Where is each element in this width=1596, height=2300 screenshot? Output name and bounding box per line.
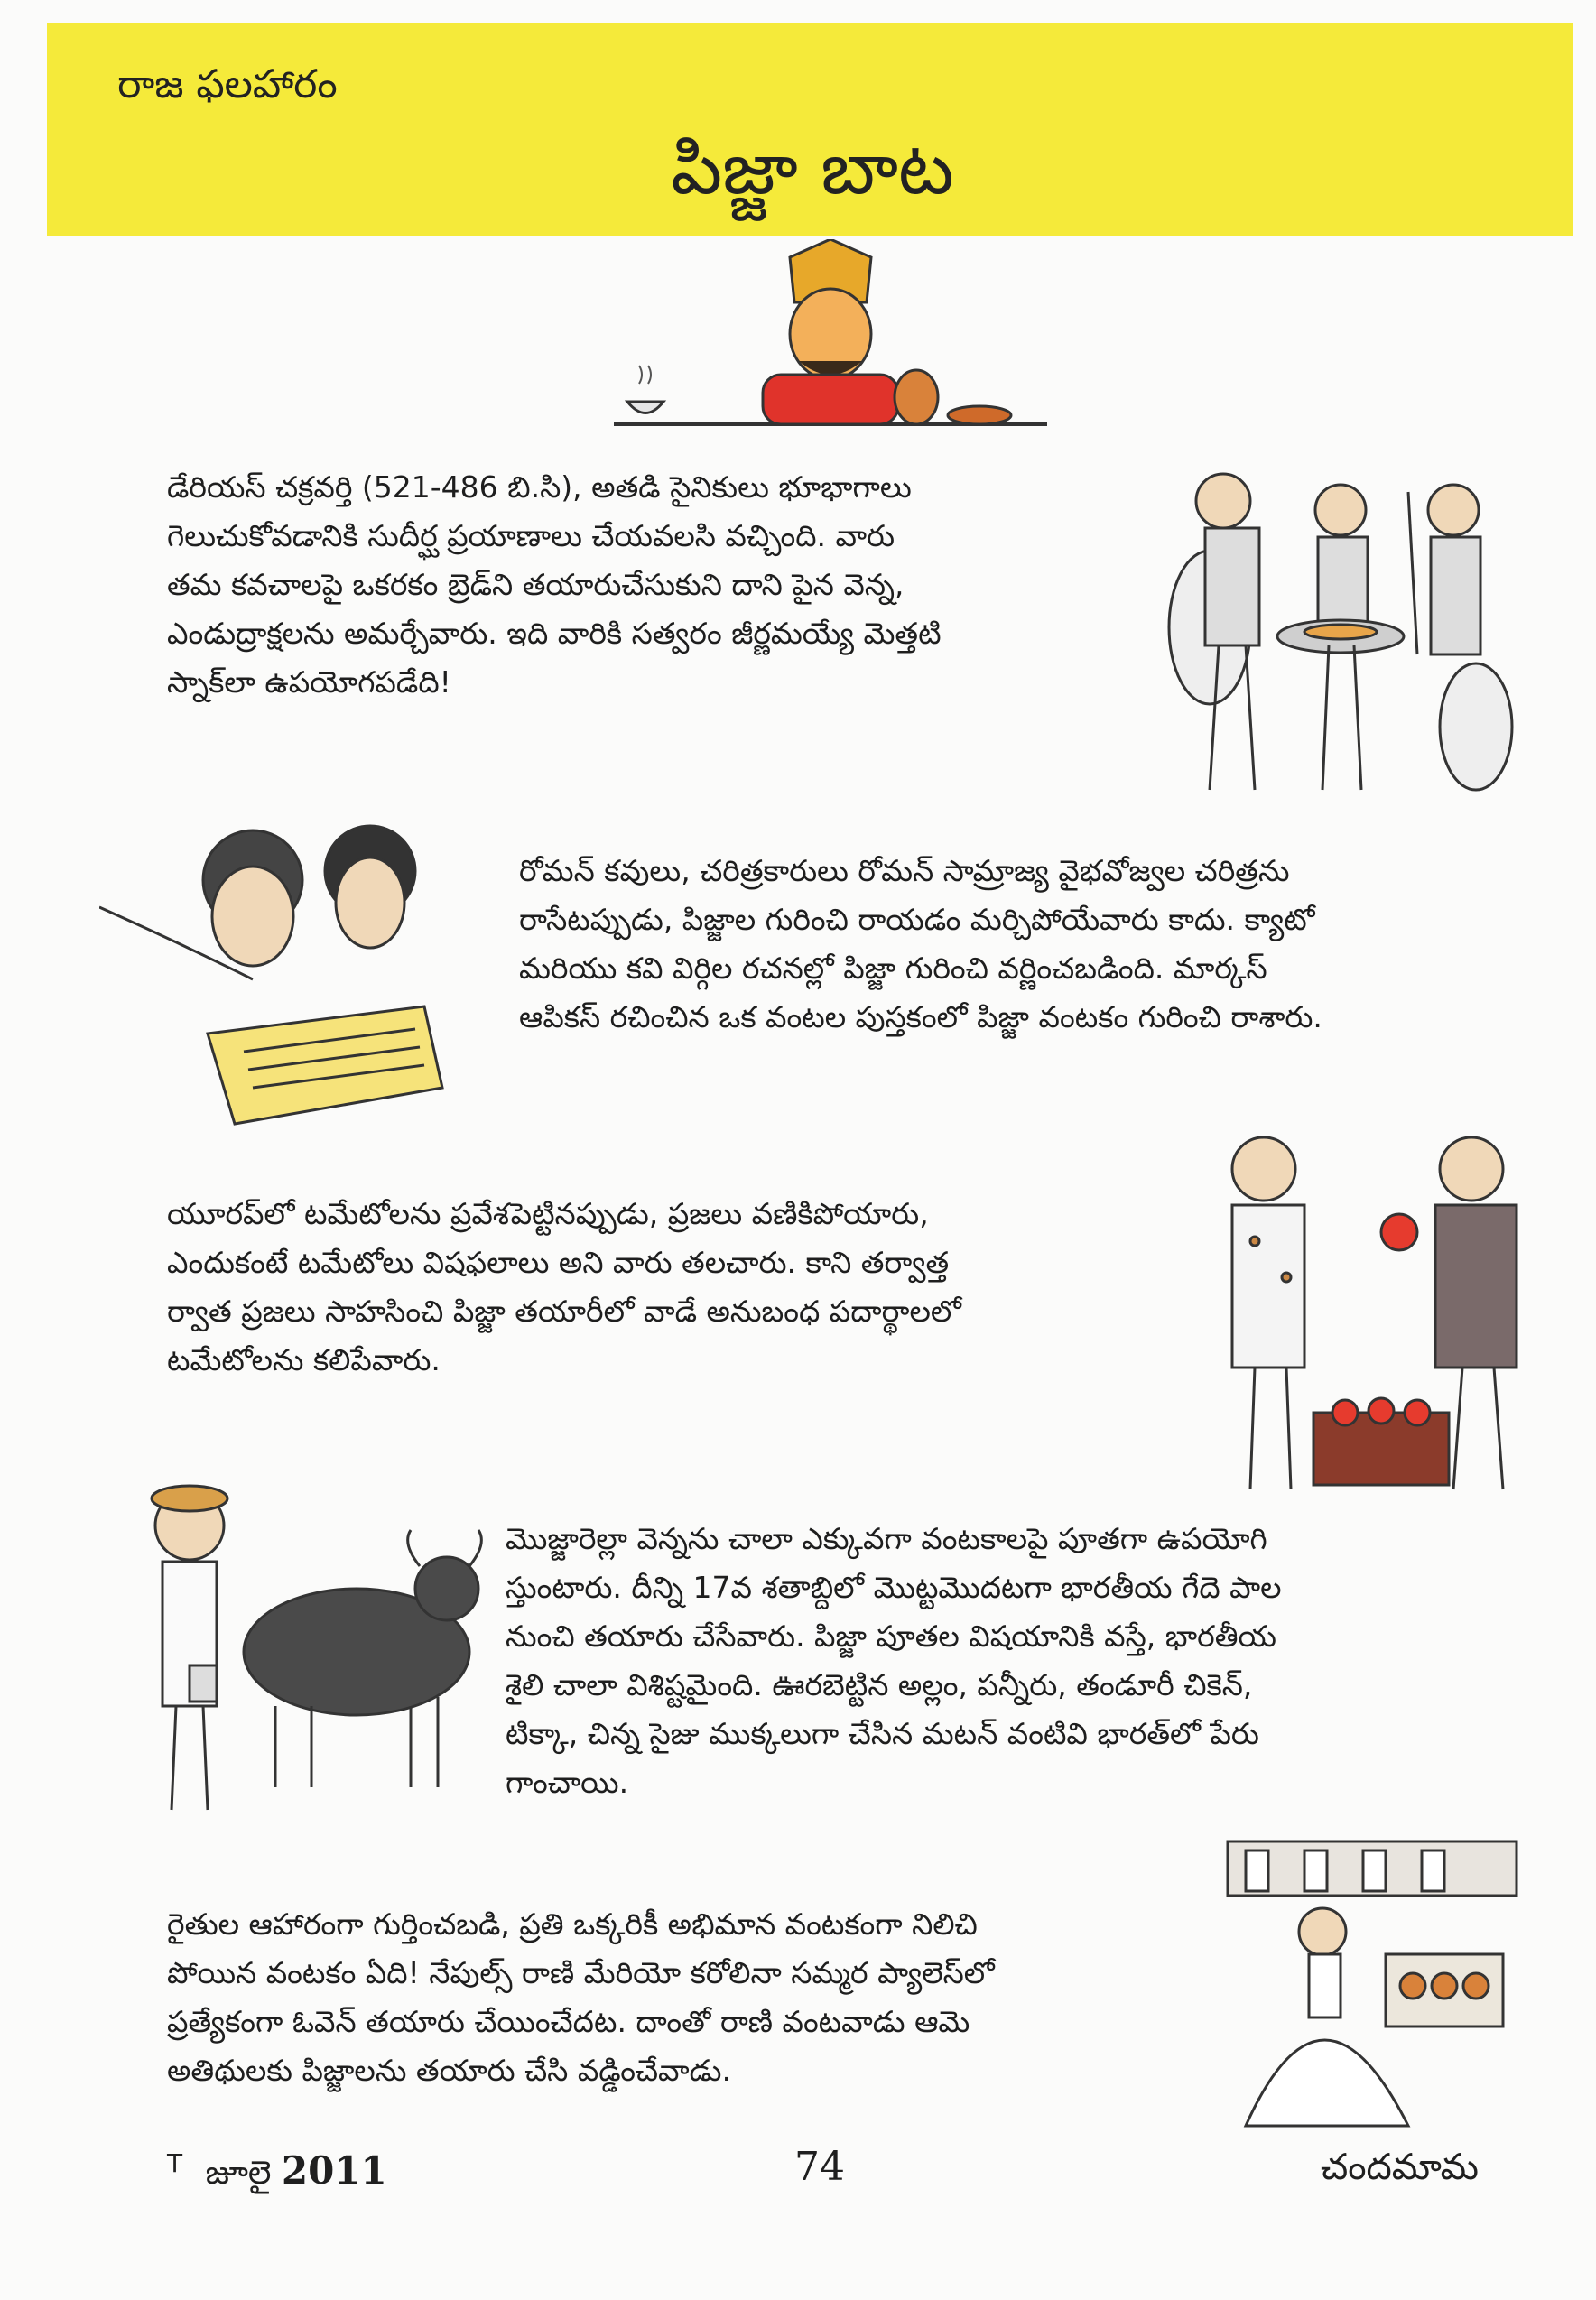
paragraph-roman: రోమన్ కవులు, చరిత్రకారులు రోమన్ సామ్రాజ్య వైభవోజ్వల చరిత్రను రాసేటప్పుడు, పిజ్జాల గురించి రాయడం మర్చిపోయేవారు కాదు. క్యాటో మరియు కవి విర్గిల రచనల్లో పిజ్జా గురించి వర్ణించబడింది. మార్కస్ ఆపికస్ రచించిన ఒక వంటల పుస్తకంలో పిజ్జా వంటకం గురించి రాశారు. [519, 853, 1322, 1034]
paragraph-farmers: రైతుల ఆహారంగా గుర్తించబడి, ప్రతి ఒక్కరికీ అభిమాన వంటకంగా నిలిచి పోయిన వంటకం ఏది! నేపుల్స్ రాణి మేరియో కరోలినా సమ్మర ప్యాలెస్‌లో ప్రత్యేకంగా ఓవెన్ తయారు చేయించేదట. దాంతో రాణి వంటవాడు ఆమె అతిథులకు పిజ్జాలను తయారు చేసి వడ్డించేవాడు. [167, 1906, 995, 2088]
footer-mark: T [167, 2148, 183, 2178]
queen-illustration [1223, 1837, 1521, 2130]
paragraph-tomato: యూరప్‌లో టమేటోలను ప్రవేశపెట్టినప్పుడు, ప్రజలు వణికిపోయారు, ఎందుకంటే టమేటోలు విషఫలాలు అని వారు తలచారు. కాని తర్వాత్త ర్వాత ప్రజలు సాహసించి పిజ్జా తయారీలో వాడే అనుబంధ పదార్థాలలో టమేటోలను కలిపేవారు. [167, 1196, 961, 1377]
page-number: 74 [794, 2144, 845, 2190]
farmer-buffalo-illustration [113, 1462, 483, 1823]
footer-year: 2011 [281, 2148, 387, 2193]
king-eating-illustration [605, 239, 1056, 433]
footer-date [167, 2148, 387, 2200]
poets-illustration [99, 817, 506, 1133]
footer-month: జూలై [205, 2155, 272, 2192]
tomato-illustration [1201, 1124, 1544, 1503]
soldiers-illustration [1137, 456, 1535, 799]
paragraph-darius: డేరియస్ చక్రవర్తి (521-486 బి.సి), అతడి సైనికులు భూభాగాలు గెలుచుకోవడానికి సుదీర్ఘ ప్రయాణాలు చేయవలసి వచ్చింది. వారు తమ కవచాలపై ఒకరకం బ్రెడ్‌ని తయారుచేసుకుని దాని పైన వెన్న, ఎండుద్రాక్షలను అమర్చేవారు. ఇది వారికి సత్వరం జీర్ణమయ్యే మెత్తటి స్నాక్‌లా ఉపయోగపడేది! [167, 469, 942, 700]
magazine-name: చందమామ [1320, 2147, 1479, 2188]
section-title: రాజ ఫలహారం [117, 61, 338, 107]
paragraph-mozzarella: మొజ్జారెల్లా వెన్నను చాలా ఎక్కువగా వంటకాలపై పూతగా ఉపయోగి స్తుంటారు. దీన్ని 17వ శతాబ్దిలో మొట్టమొదటగా భారతీయ గేదె పాల నుంచి తయారు చేసేవారు. పిజ్జా పూతల విషయానికి వస్తే, భారతీయ శైలి చాలా విశిష్టమైంది. ఊరబెట్టిన అల్లం, పన్నీరు, తండూరీ చికెన్, టిక్కా, చిన్న సైజు ముక్కలుగా చేసిన మటన్ వంటివి భారత్‌లో పేరు గాంచాయి. [506, 1521, 1282, 1800]
page-title: పిజ్జా బాట [671, 126, 954, 210]
